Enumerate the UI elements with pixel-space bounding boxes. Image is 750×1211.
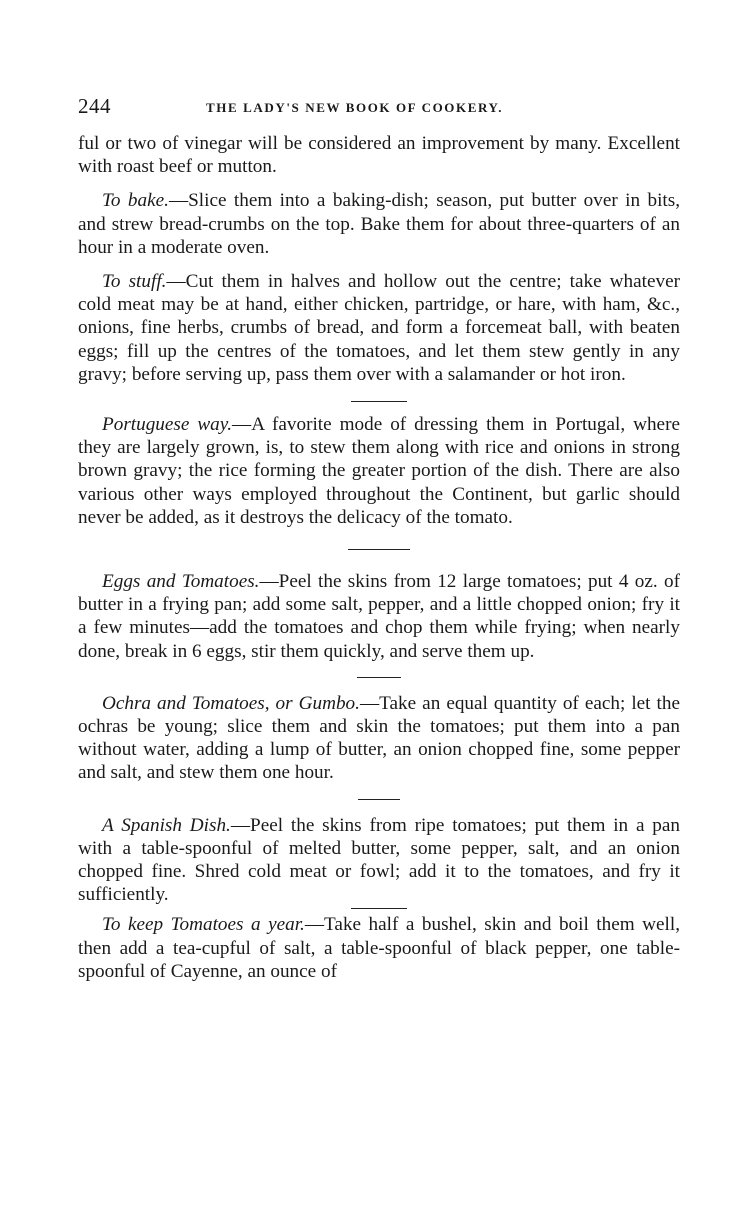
paragraph-text: —Peel the skins from 12 large tomatoes; put 4 oz. of butter in a frying pan; add some salt, pepper, and a little chopped onion; fry it a few minutes—add the tomatoes and chop them while frying; when nearly done, break in 6 eggs, stir them quickly, and serve them up.: [78, 571, 680, 662]
paragraph-eggs-and-tomatoes: [78, 570, 680, 663]
section-divider: [351, 908, 407, 909]
paragraph-text: —Slice them into a baking-dish; season, put butter over in bits, and strew bread-crumbs on the top. Bake them for about three-quarters of an hour in a moderate oven.: [78, 190, 680, 258]
paragraph-portuguese-way: [78, 413, 680, 529]
recipe-heading: To stuff.: [102, 271, 167, 293]
page-number: 244: [78, 94, 111, 118]
recipe-heading: To bake.: [102, 190, 169, 212]
paragraph-continuation: [78, 132, 680, 178]
paragraph-to-bake: [78, 189, 680, 259]
recipe-heading: To keep Tomatoes a year.: [102, 914, 305, 936]
paragraph-text: —Take an equal quantity of each; let the ochras be young; slice them and skin the tomatoes; put them into a pan without water, adding a lump of butter, an onion chopped fine, some pepper and salt, and stew them one hour.: [78, 692, 680, 784]
paragraph-text: —Peel the skins from ripe tomatoes; put them in a pan with a table-spoonful of melted butter, some pepper, salt, and an onion chopped fine. Shred cold meat or fowl; add it to the tomatoes, and fry it sufficiently.: [78, 814, 680, 906]
book-page: [78, 94, 680, 983]
paragraph-keep-tomatoes: [78, 913, 680, 983]
section-divider: [358, 799, 400, 800]
paragraph-spanish-dish: [78, 814, 680, 907]
paragraph-text: —A favorite mode of dressing them in Portugal, where they are largely grown, is, to stew them along with rice and onions in strong brown gravy; the rice forming the greater portion of the dish. There are also various other ways employed throughout the Continent, but garlic should never be added, as it destroys the delicacy of the tomato.: [78, 414, 680, 528]
paragraph-text: —Cut them in halves and hollow out the centre; take whatever cold meat may be at hand, either chicken, partridge, or hare, with ham, &c., onions, fine herbs, crumbs of bread, and form a forcemeat ball, with beaten eggs; fill up the centres of the tomatoes, and let them stew gently in any gravy; before serving up, pass them over with a salamander or hot iron.: [78, 271, 680, 385]
section-divider: [348, 549, 410, 550]
paragraph-to-stuff: [78, 270, 680, 386]
recipe-heading: Portuguese way.: [102, 414, 233, 436]
paragraph-ochra-and-tomatoes: [78, 692, 680, 785]
page-header: [78, 94, 680, 124]
recipe-heading: Ochra and Tomatoes, or Gumbo.: [102, 692, 360, 714]
running-title: THE LADY'S NEW BOOK OF COOKERY.: [206, 100, 504, 115]
recipe-heading: Eggs and Tomatoes.: [102, 571, 260, 593]
paragraph-text: ful or two of vinegar will be considered an improvement by many. Excellent with roast beef or mutton.: [78, 133, 680, 178]
recipe-heading: A Spanish Dish.: [102, 814, 231, 836]
paragraph-text: —Take half a bushel, skin and boil them well, then add a tea-cupful of salt, a table-spoonful of black pepper, one table-spoonful of Cayenne, an ounce of: [78, 914, 680, 982]
section-divider: [357, 677, 401, 678]
section-divider: [351, 401, 407, 402]
